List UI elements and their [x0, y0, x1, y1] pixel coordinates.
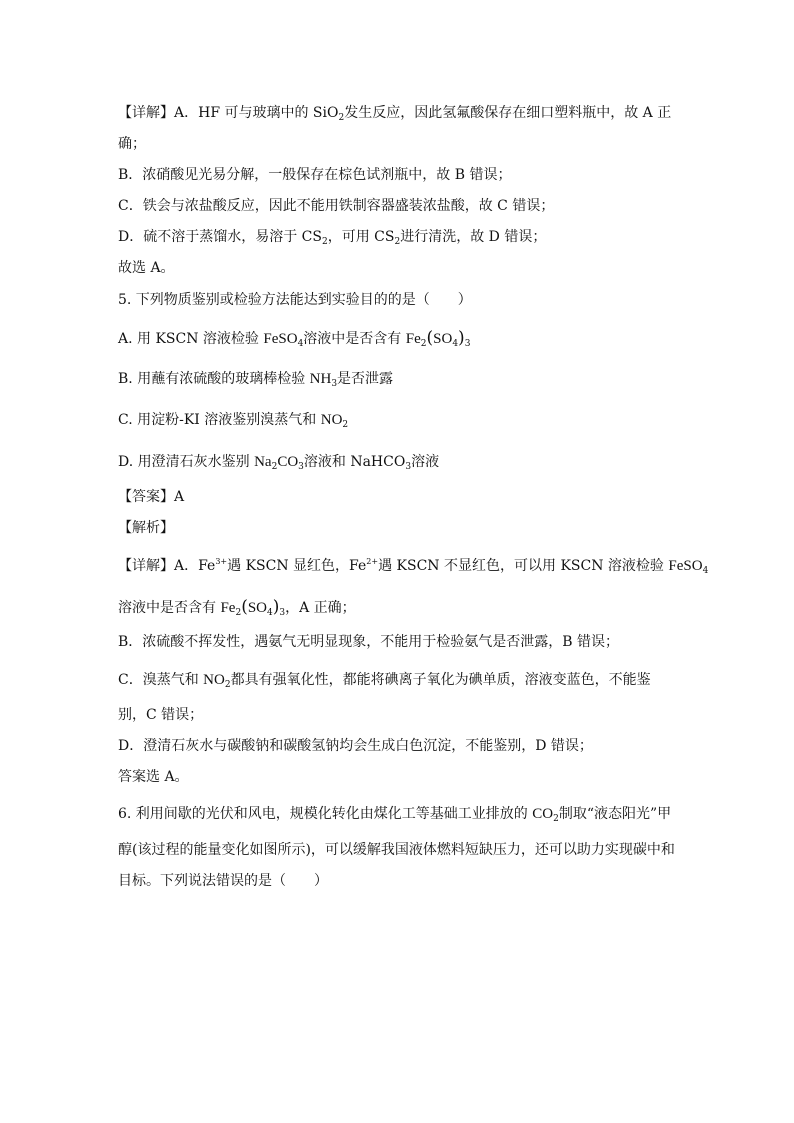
detail-line-d: D．硫不溶于蒸馏水，易溶于 $CS_2$，可用 $CS_2$进行清洗，故 D 错误； [118, 229, 547, 247]
q5-exp-d: D．澄清石灰水与碳酸钠和碳酸氢钠均会生成白色沉淀，不能鉴别，D 错误； [118, 738, 593, 754]
detail-line-a: 【详解】A．HF 可与玻璃中的 SiO$_2$发生反应，因此氢氟酸保存在细口塑料瓶中，故 A 正 [118, 105, 672, 123]
q5-stem: 5. 下列物质鉴别或检验方法能达到实验目的的是（ ） [118, 292, 472, 308]
q5-exp-a: 【详解】A．$Fe^{3+}$遇 KSCN 显红色，$Fe^{2+}$遇 KSCN 不显红色，可以用 KSCN 溶液检验 FeSO$_4$ [118, 557, 709, 576]
q5-option-d: D. 用澄清石灰水鉴别 $Na_2CO_3$溶液和 NaHCO$_3$溶液 [118, 454, 440, 472]
q6-line-3: 目标。下列说法错误的是（ ） [118, 873, 328, 889]
q5-analysis-label: 【解析】 [118, 520, 174, 536]
detail-line-c: C．铁会与浓盐酸反应，因此不能用铁制容器盛装浓盐酸，故 C 错误； [118, 198, 555, 214]
detail-line-a-cont: 确； [118, 136, 146, 152]
q5-option-a: A. 用 KSCN 溶液检验 FeSO$_4$溶液中是否含有 $Fe_2(SO_4)_3$ [118, 328, 471, 349]
q5-answer: 【答案】A [118, 489, 185, 505]
detail-label: 【详解】 [118, 105, 174, 121]
q5-exp-b: B．浓硫酸不挥发性，遇氨气无明显现象，不能用于检验氨气是否泄露，B 错误； [118, 634, 620, 650]
q5-option-c: C. 用淀粉-KI 溶液鉴别溴蒸气和 $NO_2$ [118, 412, 349, 430]
q6-line-2: 醇(该过程的能量变化如图所示)，可以缓解我国液体燃料短缺压力，还可以助力实现碳中和 [118, 842, 675, 858]
q6-line-1: 6. 利用间歇的光伏和风电，规模化转化由煤化工等基础工业排放的 $CO_2$制取“液态阳光”甲 [118, 806, 672, 824]
detail-line-b: B．浓硝酸见光易分解，一般保存在棕色试剂瓶中，故 B 错误； [118, 167, 512, 183]
q5-exp-a-cont: 溶液中是否含有 $Fe_2(SO_4)_3$，A 正确； [118, 597, 356, 618]
q5-exp-c-cont: 别，C 错误； [118, 707, 204, 723]
detail-choose: 故选 A。 [118, 260, 175, 276]
q5-choose: 答案选 A。 [118, 769, 189, 785]
q5-option-b: B. 用蘸有浓硫酸的玻璃棒检验 $NH_3$是否泄露 [118, 371, 394, 389]
q5-exp-c: C．溴蒸气和 $NO_2$都具有强氧化性，都能将碘离子氧化为碘单质，溶液变蓝色，不能鉴 [118, 672, 651, 690]
